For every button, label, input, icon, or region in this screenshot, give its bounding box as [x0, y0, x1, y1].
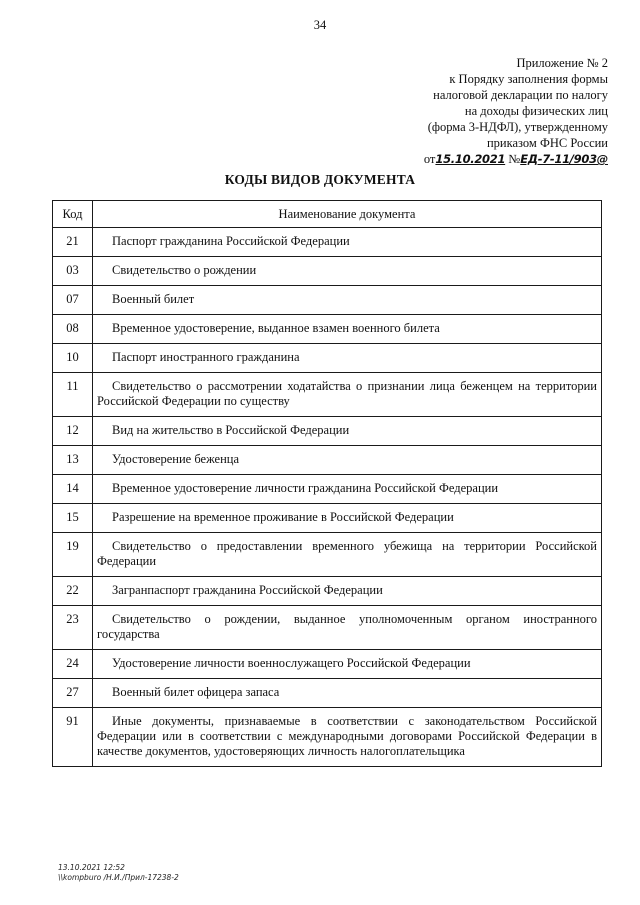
row-name: Паспорт гражданина Российской Федерации	[93, 228, 602, 257]
table-row	[53, 417, 602, 446]
table-body	[53, 228, 602, 767]
row-code: 15	[53, 504, 93, 533]
header-code: Код	[53, 201, 93, 228]
table-row	[53, 650, 602, 679]
row-code: 10	[53, 344, 93, 373]
appendix-block	[308, 55, 608, 167]
row-code: 14	[53, 475, 93, 504]
footer-timestamp: 13.10.2021 12:52	[58, 863, 125, 872]
appendix-line: приказом ФНС России	[486, 136, 608, 150]
table-row	[53, 577, 602, 606]
table-row	[53, 679, 602, 708]
number-prefix: №	[508, 152, 521, 166]
row-code: 08	[53, 315, 93, 344]
table-row	[53, 257, 602, 286]
appendix-line: Приложение № 2	[516, 56, 608, 70]
appendix-line: (форма 3-НДФЛ), утвержденному	[427, 120, 608, 134]
document-title: КОДЫ ВИДОВ ДОКУМЕНТА	[224, 172, 416, 187]
page-number: 34	[313, 18, 327, 32]
appendix-line: на доходы физических лиц	[464, 104, 608, 118]
row-name: Свидетельство о рождении, выданное уполномоченным органом иностранного государства	[93, 606, 602, 650]
row-code: 23	[53, 606, 93, 650]
row-name: Вид на жительство в Российской Федерации	[93, 417, 602, 446]
row-code: 24	[53, 650, 93, 679]
table-header-row	[53, 201, 602, 228]
row-code: 22	[53, 577, 93, 606]
row-name: Иные документы, признаваемые в соответствии с законодательством Российской Федерации или в соответствии с международными договорами Российской Федерации в качестве документов, удостоверяющих личность налогоплательщика	[93, 708, 602, 767]
row-name: Временное удостоверение, выданное взамен военного билета	[93, 315, 602, 344]
row-name: Военный билет	[93, 286, 602, 315]
table-row	[53, 373, 602, 417]
row-name: Военный билет офицера запаса	[93, 679, 602, 708]
table-row	[53, 344, 602, 373]
row-name: Паспорт иностранного гражданина	[93, 344, 602, 373]
table-row	[53, 315, 602, 344]
table-row	[53, 286, 602, 315]
row-name: Разрешение на временное проживание в Российской Федерации	[93, 504, 602, 533]
row-name: Свидетельство о рождении	[93, 257, 602, 286]
appendix-line: налоговой декларации по налогу	[433, 88, 608, 102]
row-name: Свидетельство о предоставлении временного убежища на территории Российской Федерации	[93, 533, 602, 577]
footer-path: \\kompburo /Н.И./Прил-17238-2	[58, 873, 179, 882]
order-date-line	[308, 151, 608, 167]
footer-stamp	[58, 863, 179, 883]
table-row	[53, 606, 602, 650]
document-codes-table	[52, 200, 602, 767]
row-code: 27	[53, 679, 93, 708]
row-code: 13	[53, 446, 93, 475]
row-code: 21	[53, 228, 93, 257]
appendix-line: к Порядку заполнения формы	[449, 72, 608, 86]
table-row	[53, 446, 602, 475]
row-code: 07	[53, 286, 93, 315]
row-name: Временное удостоверение личности гражданина Российской Федерации	[93, 475, 602, 504]
table-row	[53, 708, 602, 767]
table-row	[53, 228, 602, 257]
row-code: 12	[53, 417, 93, 446]
row-name: Загранпаспорт гражданина Российской Федерации	[93, 577, 602, 606]
row-name: Удостоверение личности военнослужащего Российской Федерации	[93, 650, 602, 679]
table-row	[53, 504, 602, 533]
row-name: Свидетельство о рассмотрении ходатайства о признании лица беженцем на территории Российской Федерации по существу	[93, 373, 602, 417]
row-code: 19	[53, 533, 93, 577]
header-name: Наименование документа	[93, 201, 602, 228]
row-name: Удостоверение беженца	[93, 446, 602, 475]
date-prefix: от	[423, 152, 436, 166]
row-code: 11	[53, 373, 93, 417]
handwritten-date: 15.10.2021	[435, 152, 506, 166]
table-row	[53, 533, 602, 577]
row-code: 03	[53, 257, 93, 286]
row-code: 91	[53, 708, 93, 767]
table-row	[53, 475, 602, 504]
handwritten-number: ЕД-7-11/903@	[520, 152, 608, 166]
